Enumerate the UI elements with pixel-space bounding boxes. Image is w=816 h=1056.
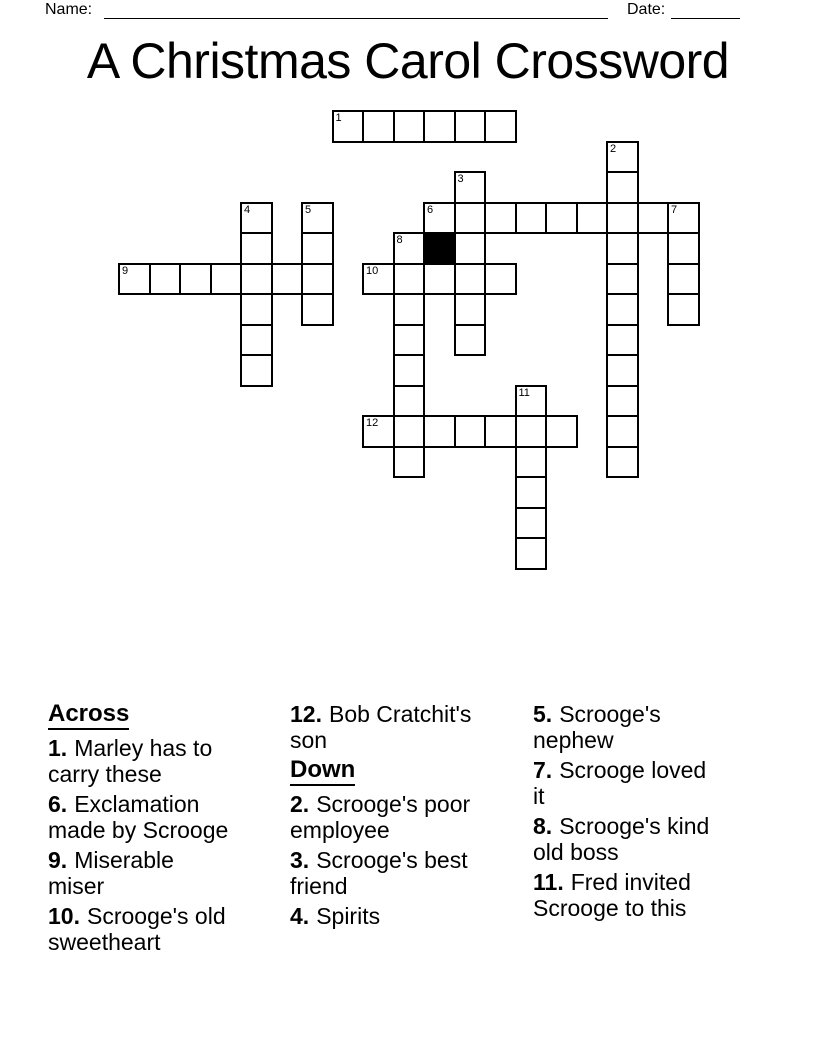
clue-number: 2. [290, 791, 310, 817]
across-heading-text: Across [48, 700, 129, 730]
clue-text: Scrooge's poor employee [290, 791, 471, 843]
grid-cell[interactable] [606, 293, 639, 326]
page-title: A Christmas Carol Crossword [86, 33, 730, 89]
grid-cell[interactable] [484, 263, 517, 296]
clue-3 [290, 847, 500, 899]
grid-cell[interactable] [606, 171, 639, 204]
crossword-grid [118, 110, 700, 570]
clue-column-1 [48, 701, 232, 959]
grid-cell[interactable] [393, 354, 426, 387]
clue-text: Scrooge's best friend [290, 847, 468, 899]
grid-cell[interactable] [393, 415, 426, 448]
cell-number: 4 [244, 203, 251, 216]
grid-cell[interactable] [210, 263, 243, 296]
grid-cell[interactable] [454, 202, 487, 235]
clue-text: Marley has to carry these [48, 735, 213, 787]
clue-number: 10. [48, 903, 80, 929]
clue-7 [533, 757, 718, 809]
clue-text: Exclamation made by Scrooge [48, 791, 229, 843]
grid-cell[interactable] [423, 202, 456, 235]
date-field-line[interactable] [671, 2, 740, 19]
grid-cell[interactable] [362, 415, 395, 448]
clue-text: Scrooge's kind old boss [533, 813, 710, 865]
grid-cell[interactable] [515, 476, 548, 509]
grid-cell[interactable] [576, 202, 609, 235]
clue-text: Scrooge's old sweetheart [48, 903, 226, 955]
grid-cell[interactable] [393, 263, 426, 296]
grid-cell[interactable] [240, 324, 273, 357]
clue-number: 7. [533, 757, 553, 783]
cell-number: 2 [610, 142, 617, 155]
grid-cell[interactable] [606, 446, 639, 479]
clue-5 [533, 701, 718, 753]
clue-text: Spirits [316, 903, 381, 929]
grid-cell[interactable] [606, 141, 639, 174]
grid-cell[interactable] [484, 202, 517, 235]
down-heading-text: Down [290, 756, 355, 786]
grid-cell[interactable] [484, 110, 517, 143]
down-heading [290, 757, 500, 783]
clue-text: Miserable miser [48, 847, 174, 899]
grid-cell[interactable] [454, 415, 487, 448]
grid-cell[interactable] [240, 232, 273, 265]
grid-cell[interactable] [179, 263, 212, 296]
black-cell [423, 232, 456, 265]
grid-cell[interactable] [393, 110, 426, 143]
grid-cell[interactable] [271, 263, 304, 296]
grid-cell[interactable] [393, 232, 426, 265]
grid-cell[interactable] [454, 110, 487, 143]
clue-number: 5. [533, 701, 553, 727]
name-label: Name: [45, 1, 93, 18]
name-field-line[interactable] [104, 2, 608, 19]
grid-cell[interactable] [606, 415, 639, 448]
clue-4 [290, 903, 500, 929]
grid-cell[interactable] [484, 415, 517, 448]
clue-8 [533, 813, 718, 865]
grid-cell[interactable] [393, 446, 426, 479]
clue-text: Fred invited Scrooge to this [533, 869, 691, 921]
clue-9 [48, 847, 232, 899]
clue-number: 12. [290, 701, 322, 727]
cell-number: 10 [366, 264, 379, 277]
clue-12 [290, 701, 500, 753]
grid-cell[interactable] [667, 232, 700, 265]
grid-cell[interactable] [423, 415, 456, 448]
grid-cell[interactable] [240, 354, 273, 387]
clue-text: Scrooge loved it [533, 757, 707, 809]
clue-column-3 [533, 701, 718, 925]
grid-cell[interactable] [667, 202, 700, 235]
clue-number: 4. [290, 903, 310, 929]
grid-cell[interactable] [454, 293, 487, 326]
grid-cell[interactable] [301, 293, 334, 326]
clue-column-2 [290, 701, 500, 933]
grid-cell[interactable] [362, 110, 395, 143]
clue-number: 9. [48, 847, 68, 873]
grid-cell[interactable] [606, 324, 639, 357]
cell-number: 9 [122, 264, 129, 277]
grid-cell[interactable] [606, 263, 639, 296]
grid-cell[interactable] [515, 446, 548, 479]
across-heading [48, 701, 232, 727]
grid-cell[interactable] [545, 415, 578, 448]
clue-6 [48, 791, 232, 843]
cell-number: 6 [427, 203, 434, 216]
grid-cell[interactable] [454, 171, 487, 204]
clue-text: Bob Cratchit's son [290, 701, 472, 753]
clue-number: 3. [290, 847, 310, 873]
clue-2 [290, 791, 500, 843]
grid-cell[interactable] [301, 202, 334, 235]
grid-cell[interactable] [149, 263, 182, 296]
grid-cell[interactable] [515, 537, 548, 570]
grid-cell[interactable] [637, 202, 670, 235]
date-label: Date: [627, 1, 666, 18]
grid-cell[interactable] [362, 263, 395, 296]
grid-cell[interactable] [301, 232, 334, 265]
grid-cell[interactable] [301, 263, 334, 296]
grid-cell[interactable] [240, 263, 273, 296]
grid-cell[interactable] [515, 385, 548, 418]
grid-cell[interactable] [606, 202, 639, 235]
grid-cell[interactable] [240, 293, 273, 326]
grid-cell[interactable] [332, 110, 365, 143]
grid-cell[interactable] [454, 324, 487, 357]
grid-cell[interactable] [667, 293, 700, 326]
clue-number: 11. [533, 869, 564, 895]
clue-number: 8. [533, 813, 553, 839]
clue-text: Scrooge's nephew [533, 701, 661, 753]
grid-cell[interactable] [454, 263, 487, 296]
grid-cell[interactable] [423, 110, 456, 143]
grid-cell[interactable] [393, 293, 426, 326]
grid-cell[interactable] [606, 232, 639, 265]
clue-11 [533, 869, 718, 921]
grid-cell[interactable] [423, 263, 456, 296]
grid-cell[interactable] [240, 202, 273, 235]
grid-cell[interactable] [606, 385, 639, 418]
grid-cell[interactable] [393, 385, 426, 418]
grid-cell[interactable] [393, 324, 426, 357]
grid-cell[interactable] [667, 263, 700, 296]
grid-cell[interactable] [515, 507, 548, 540]
cell-number: 7 [671, 203, 678, 216]
clue-1 [48, 735, 232, 787]
clue-number: 6. [48, 791, 68, 817]
grid-cell[interactable] [515, 202, 548, 235]
grid-cell[interactable] [515, 415, 548, 448]
grid-cell[interactable] [606, 354, 639, 387]
cell-number: 1 [335, 112, 342, 124]
clue-10 [48, 903, 232, 955]
cell-number: 5 [305, 203, 312, 216]
cell-number: 11 [518, 386, 530, 399]
grid-cell[interactable] [118, 263, 151, 296]
grid-cell[interactable] [545, 202, 578, 235]
grid-cell[interactable] [454, 232, 487, 265]
cell-number: 3 [457, 173, 464, 185]
cell-number: 12 [366, 417, 379, 429]
cell-number: 8 [396, 234, 403, 246]
clue-number: 1. [48, 735, 68, 761]
